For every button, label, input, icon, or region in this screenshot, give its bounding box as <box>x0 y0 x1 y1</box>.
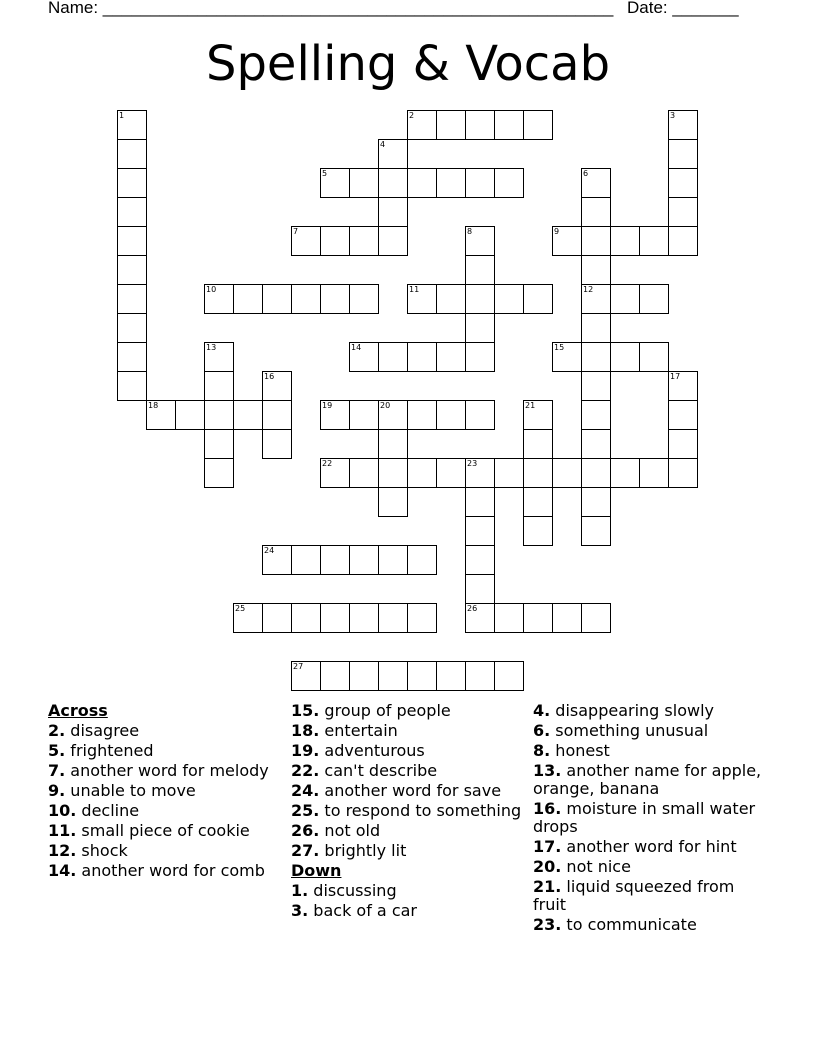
clue-item <box>291 902 523 920</box>
grid-cell[interactable] <box>668 226 698 256</box>
grid-cell[interactable] <box>407 342 437 372</box>
grid-cell[interactable] <box>523 429 553 459</box>
grid-cell[interactable] <box>378 545 408 575</box>
grid-cell[interactable] <box>378 429 408 459</box>
grid-cell[interactable] <box>117 342 147 372</box>
clue-item <box>533 838 765 856</box>
grid-cell[interactable] <box>581 197 611 227</box>
clue-column-1 <box>48 702 280 882</box>
grid-cell[interactable] <box>465 458 495 488</box>
grid-cell[interactable] <box>204 342 234 372</box>
clue-item <box>291 722 523 740</box>
grid-cell[interactable] <box>204 458 234 488</box>
grid-cell[interactable] <box>494 284 524 314</box>
grid-cell[interactable] <box>262 603 292 633</box>
clue-item <box>48 842 280 860</box>
clue-item-text: another word for comb <box>76 861 265 880</box>
grid-cell[interactable] <box>320 603 350 633</box>
clue-item-number: 10. <box>48 801 77 820</box>
grid-cell[interactable] <box>204 284 234 314</box>
clue-item-number: 5. <box>48 741 66 760</box>
grid-cell[interactable] <box>494 603 524 633</box>
grid-cell[interactable] <box>349 458 379 488</box>
grid-cell[interactable] <box>523 516 553 546</box>
clue-item-text: brightly lit <box>319 841 407 860</box>
clue-item-text: moisture in small water drops <box>533 799 756 836</box>
clue-item-text: adventurous <box>319 741 425 760</box>
clue-item <box>533 916 765 934</box>
clue-number: 6 <box>583 169 589 178</box>
clue-item-number: 4. <box>533 701 551 720</box>
grid-cell[interactable] <box>349 603 379 633</box>
grid-cell[interactable] <box>291 545 321 575</box>
clue-column-3 <box>533 702 765 936</box>
clue-item <box>291 782 523 800</box>
clue-item-number: 2. <box>48 721 66 740</box>
grid-cell[interactable] <box>262 400 292 430</box>
clue-item-number: 21. <box>533 877 562 896</box>
grid-cell[interactable] <box>349 400 379 430</box>
name-field-label: Name: ______________________________________________________ <box>48 0 614 17</box>
clue-item <box>533 702 765 720</box>
clue-item <box>533 800 765 836</box>
grid-cell[interactable] <box>523 458 553 488</box>
clue-item-text: can't describe <box>319 761 438 780</box>
clue-item-text: another name for apple, orange, banana <box>533 761 762 798</box>
grid-cell[interactable] <box>262 284 292 314</box>
clue-item-text: disagree <box>65 721 140 740</box>
clue-number: 22 <box>322 459 333 468</box>
clue-number: 11 <box>409 285 420 294</box>
grid-cell[interactable] <box>378 168 408 198</box>
grid-cell[interactable] <box>436 342 466 372</box>
clue-item-number: 17. <box>533 837 562 856</box>
clue-number: 10 <box>206 285 217 294</box>
grid-cell[interactable] <box>262 429 292 459</box>
grid-cell[interactable] <box>378 603 408 633</box>
clue-item <box>48 822 280 840</box>
grid-cell[interactable] <box>291 603 321 633</box>
grid-cell[interactable] <box>320 661 350 691</box>
grid-cell[interactable] <box>581 516 611 546</box>
clue-number: 27 <box>293 662 304 671</box>
clue-item <box>48 762 280 780</box>
clue-item-text: disappearing slowly <box>550 701 714 720</box>
clue-item <box>533 858 765 876</box>
grid-cell[interactable] <box>407 661 437 691</box>
grid-cell[interactable] <box>204 371 234 401</box>
clue-item-text: unable to move <box>65 781 196 800</box>
grid-cell[interactable] <box>552 342 582 372</box>
clue-number: 12 <box>583 285 594 294</box>
clue-number: 15 <box>554 343 565 352</box>
grid-cell[interactable] <box>639 458 669 488</box>
grid-cell[interactable] <box>378 661 408 691</box>
clue-item-number: 1. <box>291 881 309 900</box>
grid-cell[interactable] <box>581 487 611 517</box>
clue-item <box>48 862 280 880</box>
grid-cell[interactable] <box>407 284 437 314</box>
grid-cell[interactable] <box>117 197 147 227</box>
clue-number: 17 <box>670 372 681 381</box>
clue-item-text: group of people <box>319 701 451 720</box>
grid-cell[interactable] <box>320 284 350 314</box>
clue-item <box>533 722 765 740</box>
clue-number: 24 <box>264 546 275 555</box>
clue-item <box>48 802 280 820</box>
date-field-label: Date: _______ <box>627 0 739 17</box>
clue-item <box>291 702 523 720</box>
grid-cell[interactable] <box>465 487 495 517</box>
grid-cell[interactable] <box>465 284 495 314</box>
grid-cell[interactable] <box>494 110 524 140</box>
clue-item-number: 15. <box>291 701 320 720</box>
clue-item-number: 20. <box>533 857 562 876</box>
clue-number: 1 <box>119 111 125 120</box>
grid-cell[interactable] <box>117 313 147 343</box>
grid-cell[interactable] <box>378 226 408 256</box>
grid-cell[interactable] <box>233 603 263 633</box>
grid-cell[interactable] <box>320 400 350 430</box>
clue-item-number: 26. <box>291 821 320 840</box>
grid-cell[interactable] <box>465 400 495 430</box>
grid-cell[interactable] <box>146 400 176 430</box>
grid-cell[interactable] <box>465 313 495 343</box>
grid-cell[interactable] <box>668 429 698 459</box>
grid-cell[interactable] <box>668 139 698 169</box>
grid-cell[interactable] <box>523 603 553 633</box>
clue-item-number: 24. <box>291 781 320 800</box>
grid-cell[interactable] <box>291 284 321 314</box>
grid-cell[interactable] <box>407 545 437 575</box>
clue-section-heading: Across <box>48 701 108 720</box>
clue-item <box>291 842 523 860</box>
grid-cell[interactable] <box>581 342 611 372</box>
grid-cell[interactable] <box>465 110 495 140</box>
clue-item-text: decline <box>76 801 140 820</box>
grid-cell[interactable] <box>581 168 611 198</box>
grid-cell[interactable] <box>407 603 437 633</box>
clue-item-text: another word for save <box>319 781 502 800</box>
grid-cell[interactable] <box>523 400 553 430</box>
grid-cell[interactable] <box>291 226 321 256</box>
clue-item-text: honest <box>550 741 610 760</box>
clue-item-text: discussing <box>308 881 397 900</box>
page-title: Spelling & Vocab <box>205 36 611 92</box>
clue-number: 4 <box>380 140 386 149</box>
grid-cell[interactable] <box>407 168 437 198</box>
grid-cell[interactable] <box>349 342 379 372</box>
clue-number: 13 <box>206 343 217 352</box>
grid-cell[interactable] <box>233 284 263 314</box>
clue-item <box>48 782 280 800</box>
grid-cell[interactable] <box>494 661 524 691</box>
grid-cell[interactable] <box>668 371 698 401</box>
grid-cell[interactable] <box>552 458 582 488</box>
clue-item <box>533 878 765 914</box>
grid-cell[interactable] <box>581 458 611 488</box>
clue-item-number: 16. <box>533 799 562 818</box>
grid-cell[interactable] <box>494 168 524 198</box>
grid-cell[interactable] <box>349 545 379 575</box>
grid-cell[interactable] <box>349 226 379 256</box>
grid-cell[interactable] <box>262 371 292 401</box>
grid-cell[interactable] <box>523 487 553 517</box>
clue-item <box>291 882 523 900</box>
clue-item-number: 14. <box>48 861 77 880</box>
clue-number: 23 <box>467 459 478 468</box>
grid-cell[interactable] <box>465 255 495 285</box>
clue-number: 2 <box>409 111 415 120</box>
clue-item-number: 27. <box>291 841 320 860</box>
grid-cell[interactable] <box>581 603 611 633</box>
clue-number: 18 <box>148 401 159 410</box>
grid-cell[interactable] <box>320 168 350 198</box>
clue-number: 8 <box>467 227 473 236</box>
grid-cell[interactable] <box>320 545 350 575</box>
clue-item-text: another word for melody <box>65 761 269 780</box>
grid-cell[interactable] <box>378 487 408 517</box>
clue-item-number: 23. <box>533 915 562 934</box>
grid-cell[interactable] <box>378 342 408 372</box>
clue-item-text: not nice <box>561 857 631 876</box>
clue-number: 25 <box>235 604 246 613</box>
grid-cell[interactable] <box>523 284 553 314</box>
grid-cell[interactable] <box>639 284 669 314</box>
grid-cell[interactable] <box>581 284 611 314</box>
clue-number: 9 <box>554 227 560 236</box>
clue-item-number: 18. <box>291 721 320 740</box>
clue-item-number: 13. <box>533 761 562 780</box>
grid-cell[interactable] <box>465 545 495 575</box>
grid-cell[interactable] <box>436 284 466 314</box>
grid-cell[interactable] <box>117 168 147 198</box>
grid-cell[interactable] <box>436 458 466 488</box>
clue-number: 3 <box>670 111 676 120</box>
clue-item-number: 8. <box>533 741 551 760</box>
grid-cell[interactable] <box>639 226 669 256</box>
grid-cell[interactable] <box>117 371 147 401</box>
grid-cell[interactable] <box>465 516 495 546</box>
clue-item-number: 12. <box>48 841 77 860</box>
grid-cell[interactable] <box>117 255 147 285</box>
clue-item-text: entertain <box>319 721 398 740</box>
grid-cell[interactable] <box>291 661 321 691</box>
grid-cell[interactable] <box>378 197 408 227</box>
grid-cell[interactable] <box>581 429 611 459</box>
clue-item-number: 3. <box>291 901 309 920</box>
grid-cell[interactable] <box>349 168 379 198</box>
grid-cell[interactable] <box>204 400 234 430</box>
grid-cell[interactable] <box>668 458 698 488</box>
clue-item-number: 25. <box>291 801 320 820</box>
clue-item <box>48 742 280 760</box>
grid-cell[interactable] <box>581 255 611 285</box>
grid-cell[interactable] <box>117 226 147 256</box>
grid-cell[interactable] <box>610 458 640 488</box>
clue-item <box>291 742 523 760</box>
grid-cell[interactable] <box>349 284 379 314</box>
clue-item <box>291 822 523 840</box>
clue-section-heading: Down <box>291 861 342 880</box>
grid-cell[interactable] <box>117 110 147 140</box>
grid-cell[interactable] <box>407 458 437 488</box>
grid-cell[interactable] <box>407 110 437 140</box>
grid-cell[interactable] <box>349 661 379 691</box>
grid-cell[interactable] <box>175 400 205 430</box>
grid-cell[interactable] <box>465 661 495 691</box>
clue-item-text: small piece of cookie <box>76 821 250 840</box>
clue-item-text: to communicate <box>561 915 697 934</box>
clue-item <box>533 762 765 798</box>
grid-cell[interactable] <box>233 400 263 430</box>
clue-item <box>291 762 523 780</box>
grid-cell[interactable] <box>668 110 698 140</box>
clue-number: 19 <box>322 401 333 410</box>
grid-cell[interactable] <box>668 400 698 430</box>
clue-number: 5 <box>322 169 328 178</box>
clue-number: 14 <box>351 343 362 352</box>
grid-cell[interactable] <box>436 400 466 430</box>
clue-item-number: 6. <box>533 721 551 740</box>
clue-item-number: 11. <box>48 821 77 840</box>
clue-item-number: 19. <box>291 741 320 760</box>
grid-cell[interactable] <box>610 284 640 314</box>
grid-cell[interactable] <box>436 168 466 198</box>
grid-cell[interactable] <box>117 284 147 314</box>
clue-number: 26 <box>467 604 478 613</box>
grid-cell[interactable] <box>465 603 495 633</box>
grid-cell[interactable] <box>465 574 495 604</box>
grid-cell[interactable] <box>523 110 553 140</box>
clue-item-text: frightened <box>65 741 154 760</box>
grid-cell[interactable] <box>610 342 640 372</box>
grid-cell[interactable] <box>465 342 495 372</box>
grid-cell[interactable] <box>378 458 408 488</box>
clue-item-text: something unusual <box>550 721 709 740</box>
clue-item-text: liquid squeezed from fruit <box>533 877 735 914</box>
clue-item-number: 7. <box>48 761 66 780</box>
grid-cell[interactable] <box>494 458 524 488</box>
grid-cell[interactable] <box>581 226 611 256</box>
grid-cell[interactable] <box>262 545 292 575</box>
clue-item-text: not old <box>319 821 381 840</box>
grid-cell[interactable] <box>378 400 408 430</box>
grid-cell[interactable] <box>668 168 698 198</box>
grid-cell[interactable] <box>204 429 234 459</box>
grid-cell[interactable] <box>552 603 582 633</box>
grid-cell[interactable] <box>552 226 582 256</box>
clue-item-text: shock <box>76 841 128 860</box>
grid-cell[interactable] <box>407 400 437 430</box>
grid-cell[interactable] <box>581 313 611 343</box>
grid-cell[interactable] <box>320 458 350 488</box>
grid-cell[interactable] <box>436 110 466 140</box>
clue-column-2 <box>291 702 523 922</box>
grid-cell[interactable] <box>610 226 640 256</box>
clue-item-text: back of a car <box>308 901 417 920</box>
grid-cell[interactable] <box>668 197 698 227</box>
grid-cell[interactable] <box>378 139 408 169</box>
grid-cell[interactable] <box>436 661 466 691</box>
clue-item <box>291 802 523 820</box>
clue-number: 7 <box>293 227 299 236</box>
grid-cell[interactable] <box>581 400 611 430</box>
clue-number: 21 <box>525 401 536 410</box>
clue-item-text: to respond to something <box>319 801 522 820</box>
grid-cell[interactable] <box>320 226 350 256</box>
clue-item-number: 22. <box>291 761 320 780</box>
clue-item <box>533 742 765 760</box>
clue-number: 16 <box>264 372 275 381</box>
clue-item-number: 9. <box>48 781 66 800</box>
clue-number: 20 <box>380 401 391 410</box>
clue-item-text: another word for hint <box>561 837 737 856</box>
grid-cell[interactable] <box>465 226 495 256</box>
clue-item <box>48 722 280 740</box>
grid-cell[interactable] <box>117 139 147 169</box>
grid-cell[interactable] <box>465 168 495 198</box>
grid-cell[interactable] <box>581 371 611 401</box>
grid-cell[interactable] <box>639 342 669 372</box>
